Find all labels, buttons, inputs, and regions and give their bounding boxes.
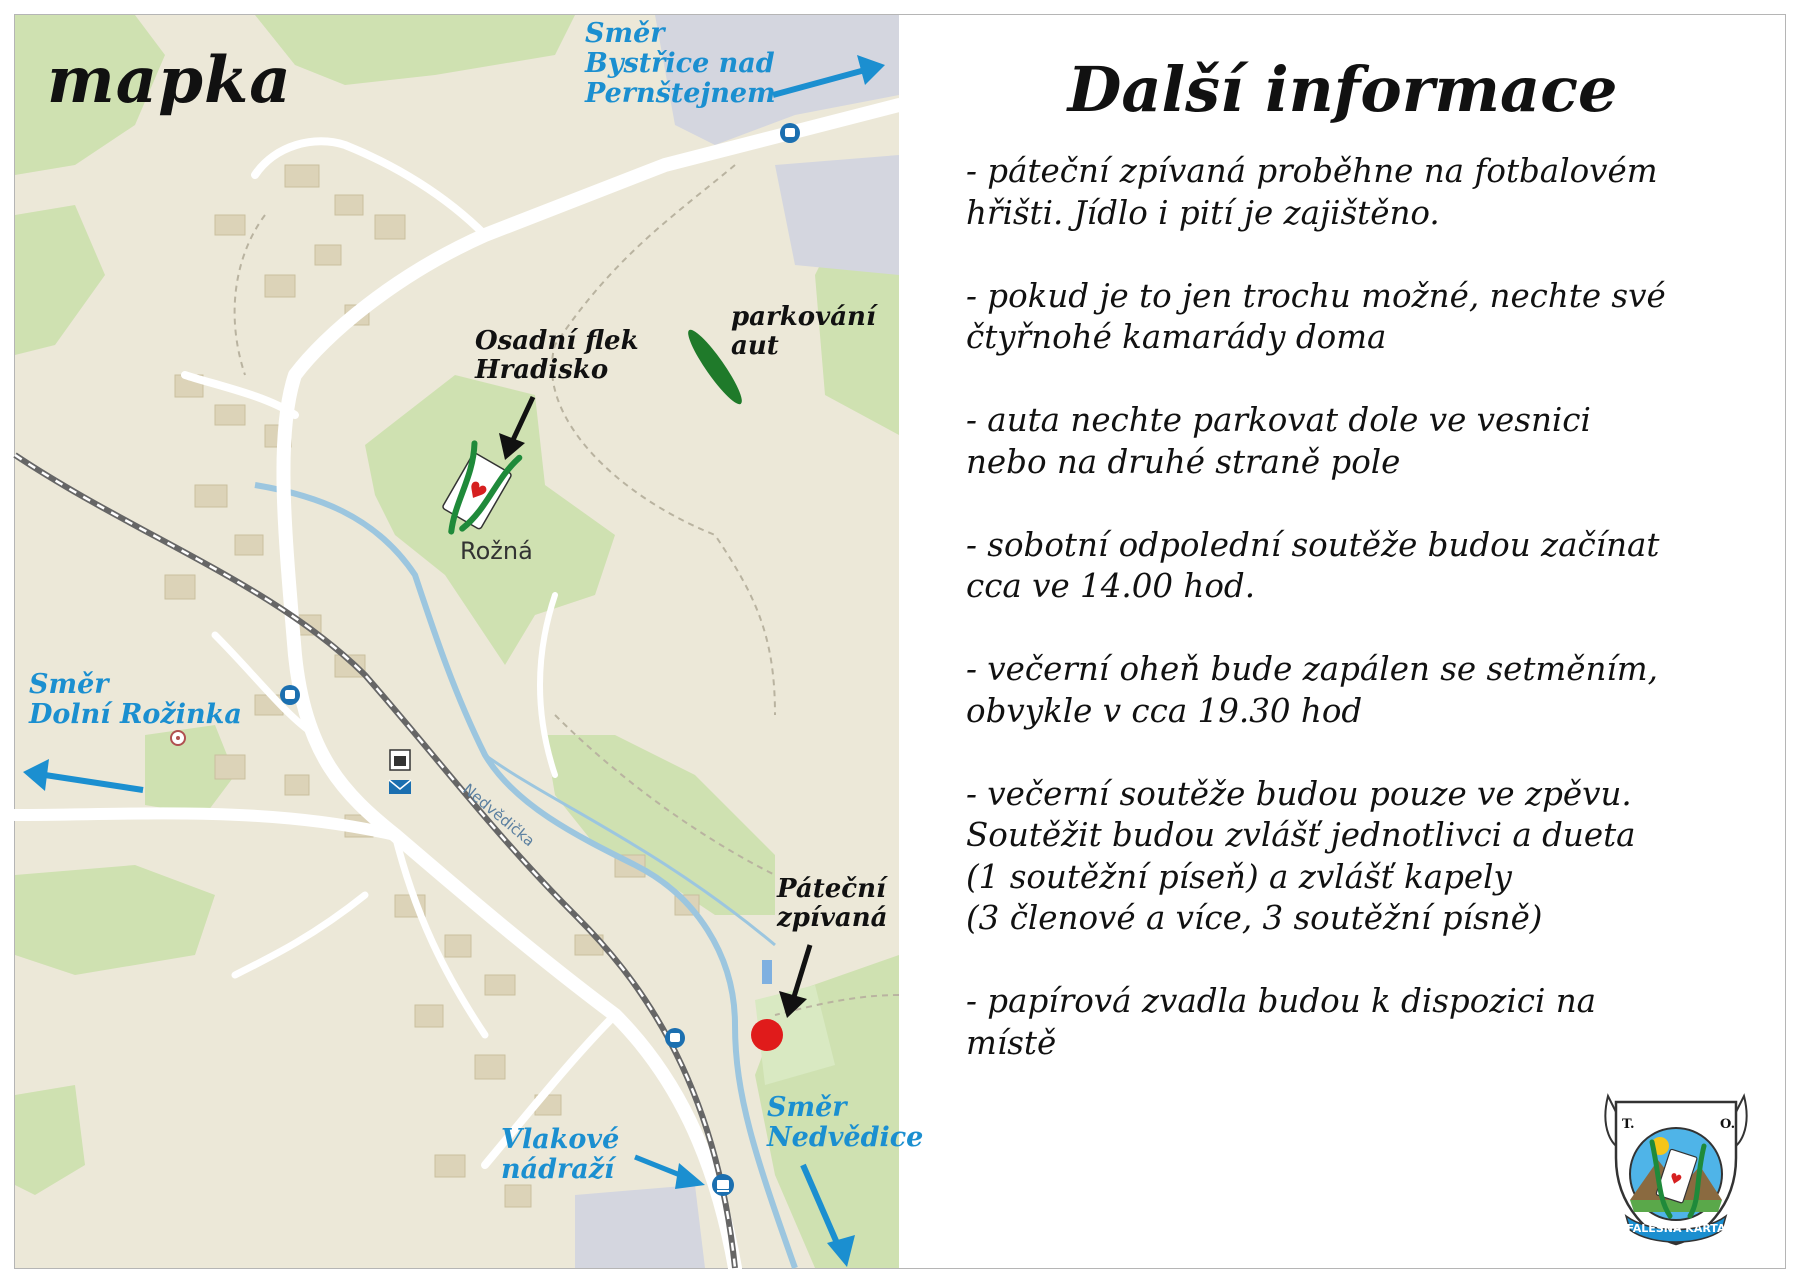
map-canvas[interactable] [15,15,899,1268]
map-title: mapka [47,43,292,118]
arrow-train-station-icon [635,1157,705,1189]
government-building-icon[interactable] [390,750,410,770]
info-item: - večerní soutěže budou pouze ve zpěvu. Soutěžit budou zvlášť jednotlivci a dueta (1 soutěžní píseň) a zvlášť kapely (3 členové a více, 3 soutěžní písně) [966,774,1636,937]
info-panel [900,15,1785,1268]
info-list [966,151,1746,1106]
playground-icon [762,960,772,984]
town-label: Rožná [460,537,533,565]
info-item: - pokud je to jen trochu možné, nechte své čtyřnohé kamarády doma [966,276,1666,356]
info-title: Další informace [1067,53,1618,126]
vlakove-nadrazi-label: Vlakové nádraží [501,1124,620,1185]
bus-stop-icon[interactable] [280,685,300,705]
info-item: - sobotní odpolední soutěže budou začínat cca ve 14.00 hod. [966,525,1660,605]
svg-text:♥: ♥ [1666,1170,1684,1190]
direction-bystrice-label: Směr Bystřice nad Pernštejnem [585,18,776,109]
direction-nedvedice-label: Směr Nedvědice [767,1092,924,1153]
bus-stop-icon[interactable] [780,123,800,143]
direction-dolni-rozinka-label: Směr Dolní Rožinka [29,669,242,730]
info-item: - páteční zpívaná proběhne na fotbalovém hřišti. Jídlo i pití je zajištěno. [966,152,1658,232]
river-label: Nedvědička [459,780,539,851]
village-buildings [165,165,699,1207]
info-item: - večerní oheň bude zapálen se setměním, obvykle v cca 19.30 hod [966,650,1658,730]
falesna-karta-logo [1600,1088,1752,1248]
train-station-icon[interactable] [712,1174,734,1196]
osadni-flek-label: Osadní flek Hradisko [475,326,639,385]
parkovani-label: parkování aut [731,302,876,361]
patecni-zpivana-label: Páteční zpívaná [777,874,888,933]
logo-name: FALEŠNÁ KARTA [1626,1222,1726,1235]
bus-stop-icon[interactable] [665,1028,685,1048]
arrow-dolni-rozinka-icon [23,759,143,791]
map-panel[interactable] [15,15,924,1268]
church-icon[interactable] [171,731,185,745]
svg-text:♥: ♥ [461,476,492,509]
logo-letter-right: O. [1720,1117,1736,1132]
patecni-zpivana-marker[interactable] [751,1019,783,1051]
info-item: - auta nechte parkovat dole ve vesnici nebo na druhé straně pole [966,401,1591,481]
logo-letter-left: T. [1622,1117,1635,1132]
info-item: - papírová zvadla budou k dispozici na místě [966,982,1597,1062]
post-office-icon[interactable] [389,780,411,794]
